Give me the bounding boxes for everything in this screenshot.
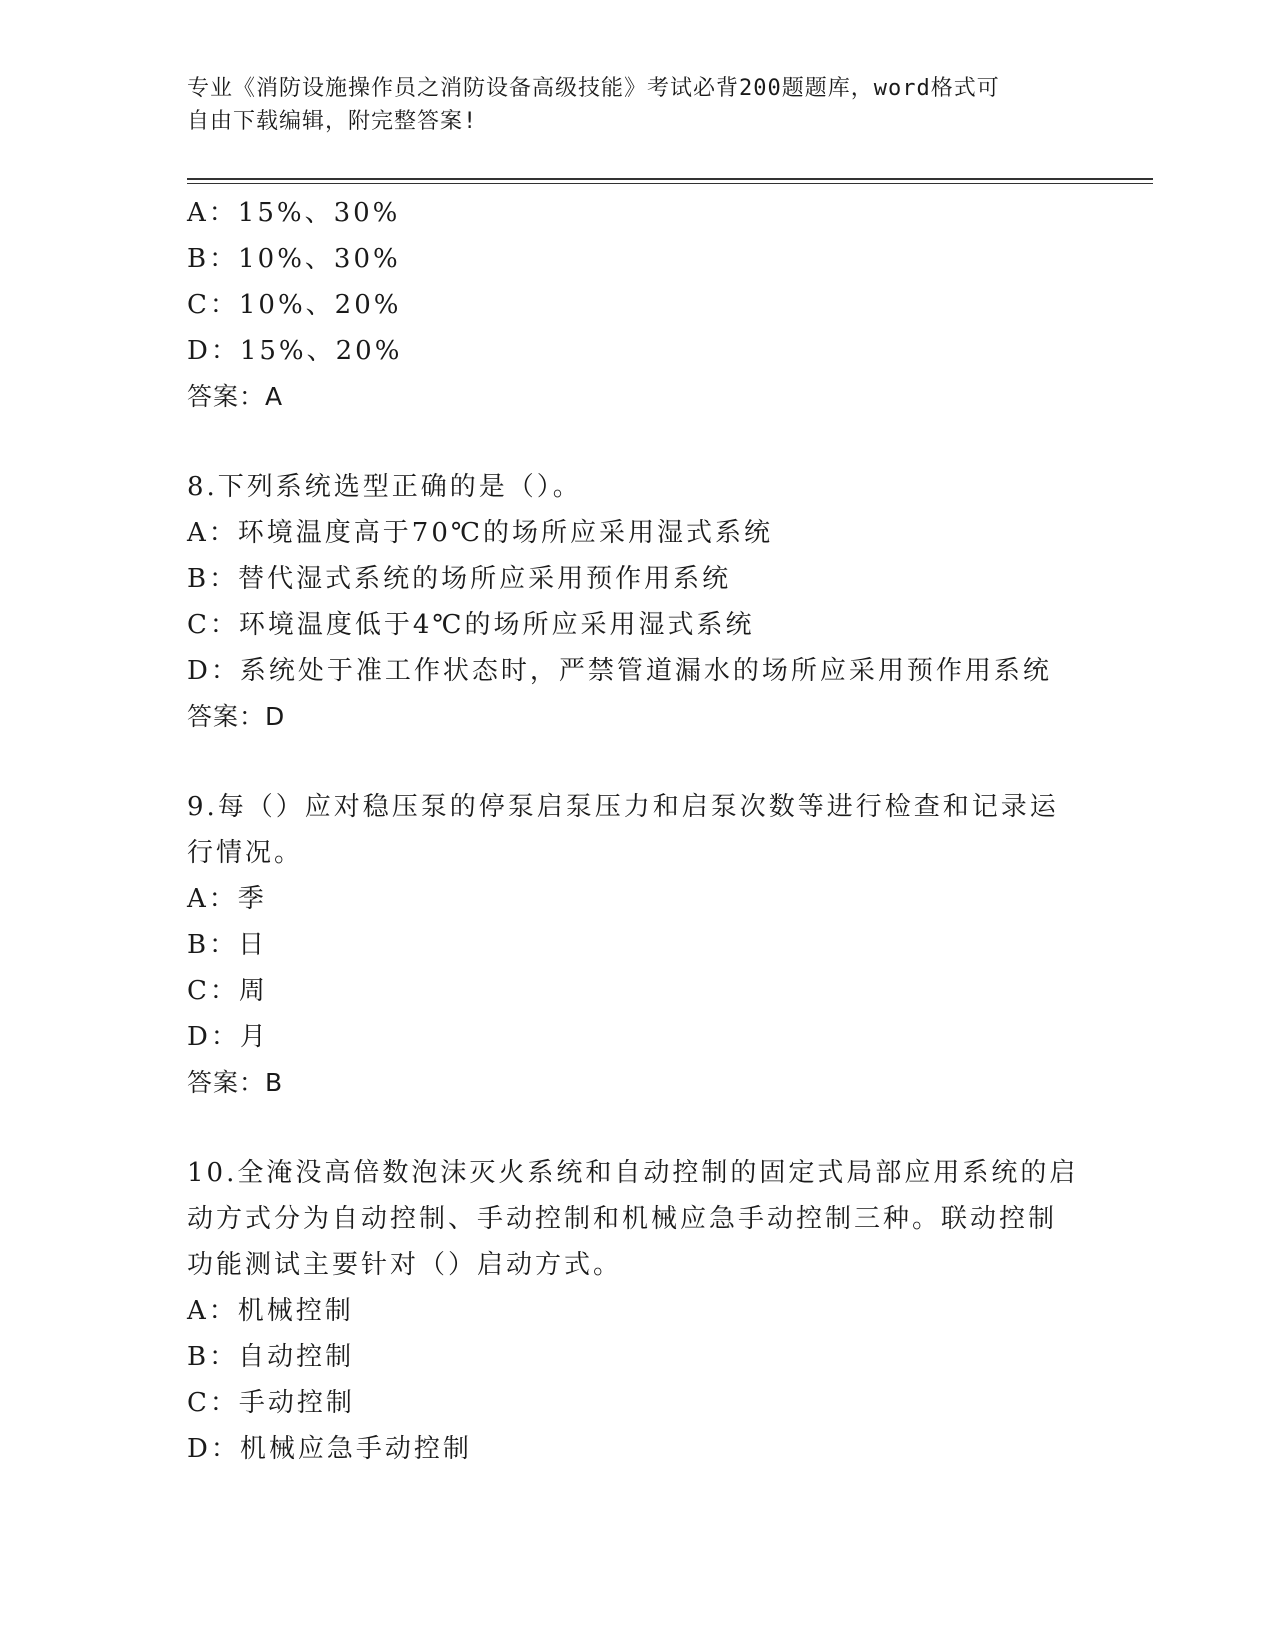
header-divider-thin [187, 183, 1153, 184]
question-9 [187, 784, 1087, 1106]
option-c: C：10%、20% [187, 290, 402, 320]
question-stem-line-3: 功能测试主要针对（）启动方式。 [187, 1250, 623, 1280]
question-list [187, 190, 1087, 1472]
header-divider-thick [187, 178, 1153, 180]
spacer [187, 420, 1087, 464]
option-a: A：机械控制 [187, 1296, 354, 1326]
option-b: B：10%、30% [187, 244, 401, 274]
option-d: D：15%、20% [187, 336, 403, 366]
option-c: C：周 [187, 976, 268, 1006]
option-b: B：自动控制 [187, 1342, 355, 1372]
question-stem-line-1: 9.每（）应对稳压泵的停泵启泵压力和启泵次数等进行检查和记录运 [187, 792, 1059, 822]
option-a: A：环境温度高于70℃的场所应采用湿式系统 [187, 518, 773, 548]
option-c: C：手动控制 [187, 1388, 355, 1418]
option-b: B：替代湿式系统的场所应采用预作用系统 [187, 564, 732, 594]
option-d: D：系统处于准工作状态时，严禁管道漏水的场所应采用预作用系统 [187, 656, 1052, 686]
question-7 [187, 190, 1087, 420]
header-line-1: 专业《消防设施操作员之消防设备高级技能》考试必背200题题库，word格式可 [187, 76, 1000, 101]
question-10 [187, 1150, 1087, 1472]
answer: 答案：A [187, 382, 284, 411]
option-d: D：月 [187, 1022, 269, 1052]
question-stem-line-2: 行情况。 [187, 838, 304, 868]
spacer [187, 1106, 1087, 1150]
answer: 答案：D [187, 702, 286, 731]
option-a: A：季 [187, 884, 267, 914]
spacer [187, 740, 1087, 784]
option-b: B：日 [187, 930, 268, 960]
document-header [187, 72, 1067, 138]
question-8 [187, 464, 1087, 740]
option-c: C：环境温度低于4℃的场所应采用湿式系统 [187, 610, 755, 640]
question-stem-line-2: 动方式分为自动控制、手动控制和机械应急手动控制三种。联动控制 [187, 1204, 1058, 1234]
question-stem: 8.下列系统选型正确的是（）。 [187, 472, 582, 502]
option-d: D：机械应急手动控制 [187, 1434, 472, 1464]
option-a: A：15%、30% [187, 198, 401, 228]
header-line-2: 自由下载编辑，附完整答案! [187, 109, 478, 134]
answer: 答案：B [187, 1068, 284, 1097]
question-stem-line-1: 10.全淹没高倍数泡沫灭火系统和自动控制的固定式局部应用系统的启 [187, 1158, 1079, 1188]
